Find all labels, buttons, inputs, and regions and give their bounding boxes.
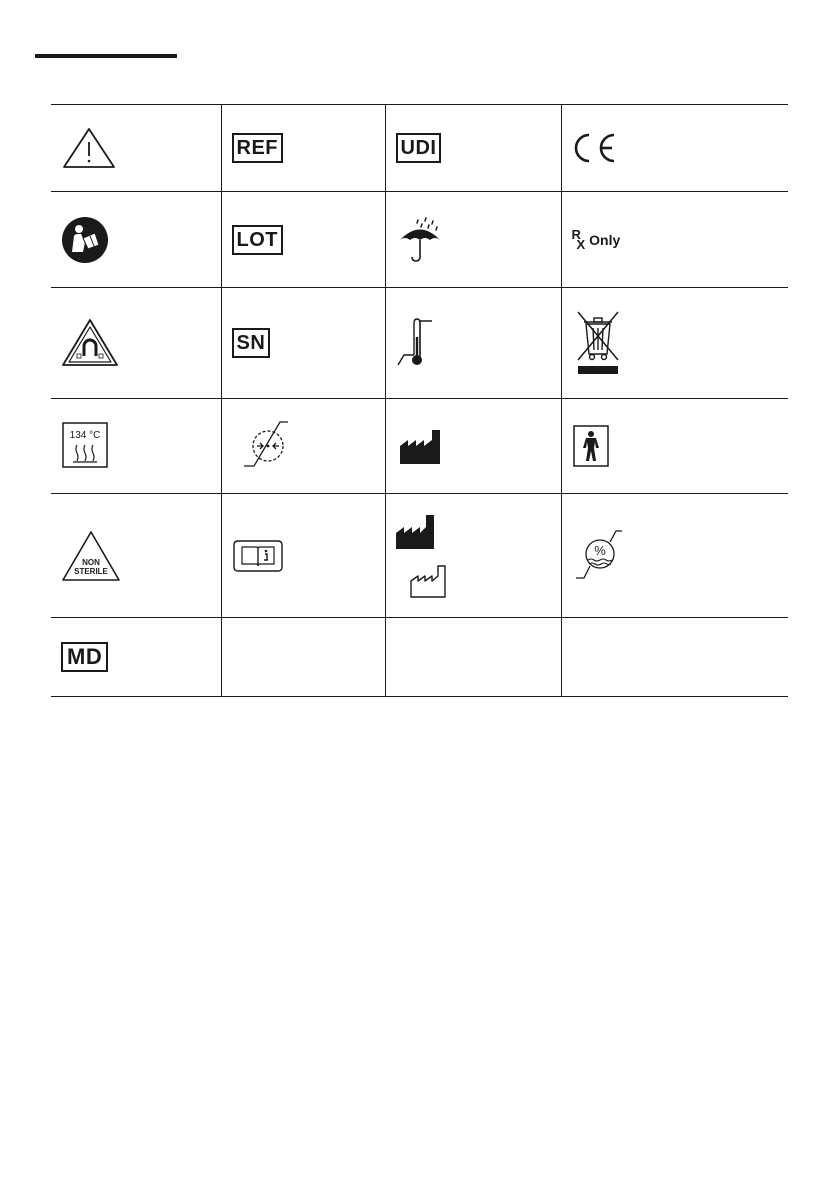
table-cell bbox=[51, 288, 221, 399]
table-cell bbox=[561, 288, 788, 399]
table-cell bbox=[221, 399, 385, 494]
table-cell bbox=[51, 192, 221, 288]
autoclave-temp-text: 134 °C bbox=[69, 430, 101, 441]
table-cell bbox=[561, 618, 788, 697]
table-cell bbox=[221, 288, 385, 399]
rx-x-text: X bbox=[576, 236, 586, 252]
manufacturer-icon bbox=[394, 513, 440, 551]
medical-device-icon: MD bbox=[61, 642, 108, 672]
non-text: NON bbox=[82, 557, 100, 567]
table-row bbox=[51, 399, 788, 494]
ce-mark-icon bbox=[572, 131, 620, 165]
pressure-limit-icon bbox=[232, 419, 298, 473]
table-cell bbox=[561, 494, 788, 618]
table-cell bbox=[385, 192, 561, 288]
table-cell bbox=[385, 618, 561, 697]
sterile-text: STERILE bbox=[74, 566, 108, 576]
table-cell bbox=[561, 192, 788, 288]
serial-number-icon: SN bbox=[232, 328, 271, 358]
keep-dry-icon bbox=[396, 215, 446, 265]
table-cell bbox=[51, 618, 221, 697]
table-cell bbox=[385, 494, 561, 618]
rx-only-icon bbox=[571, 226, 789, 252]
symbols-table bbox=[51, 104, 788, 697]
lot-icon: LOT bbox=[232, 225, 284, 255]
table-row bbox=[51, 192, 788, 288]
mr-unsafe-icon bbox=[61, 318, 119, 368]
manufacture-date-icon bbox=[408, 563, 454, 599]
table-cell bbox=[221, 494, 385, 618]
table-row bbox=[51, 288, 788, 399]
rx-only-text: Only bbox=[589, 231, 621, 248]
udi-icon: UDI bbox=[396, 133, 442, 163]
table-cell bbox=[385, 399, 561, 494]
consult-ifu-icon bbox=[232, 539, 284, 573]
table-cell bbox=[221, 618, 385, 697]
table-cell bbox=[221, 105, 385, 192]
rx-r-text: R bbox=[571, 226, 581, 242]
table-cell bbox=[51, 399, 221, 494]
table-cell bbox=[561, 105, 788, 192]
svg-text:%: % bbox=[593, 542, 606, 558]
table-row bbox=[51, 494, 788, 618]
warning-triangle-icon bbox=[61, 126, 117, 170]
weee-bin-icon bbox=[572, 310, 624, 376]
table-row bbox=[51, 618, 788, 697]
temperature-limit-icon bbox=[396, 315, 440, 371]
table-cell bbox=[385, 105, 561, 192]
table-cell bbox=[561, 399, 788, 494]
autoclavable-icon bbox=[61, 421, 111, 471]
table-cell bbox=[385, 288, 561, 399]
table-cell bbox=[51, 494, 221, 618]
table-cell bbox=[51, 105, 221, 192]
ref-icon: REF bbox=[232, 133, 284, 163]
header-rule bbox=[35, 54, 177, 58]
humidity-limit-icon bbox=[572, 528, 628, 584]
table-row bbox=[51, 105, 788, 192]
non-sterile-icon bbox=[61, 530, 121, 582]
table-cell bbox=[221, 192, 385, 288]
type-bf-icon bbox=[572, 424, 612, 468]
read-manual-icon bbox=[61, 216, 109, 264]
manufacturer-icon bbox=[396, 426, 446, 466]
